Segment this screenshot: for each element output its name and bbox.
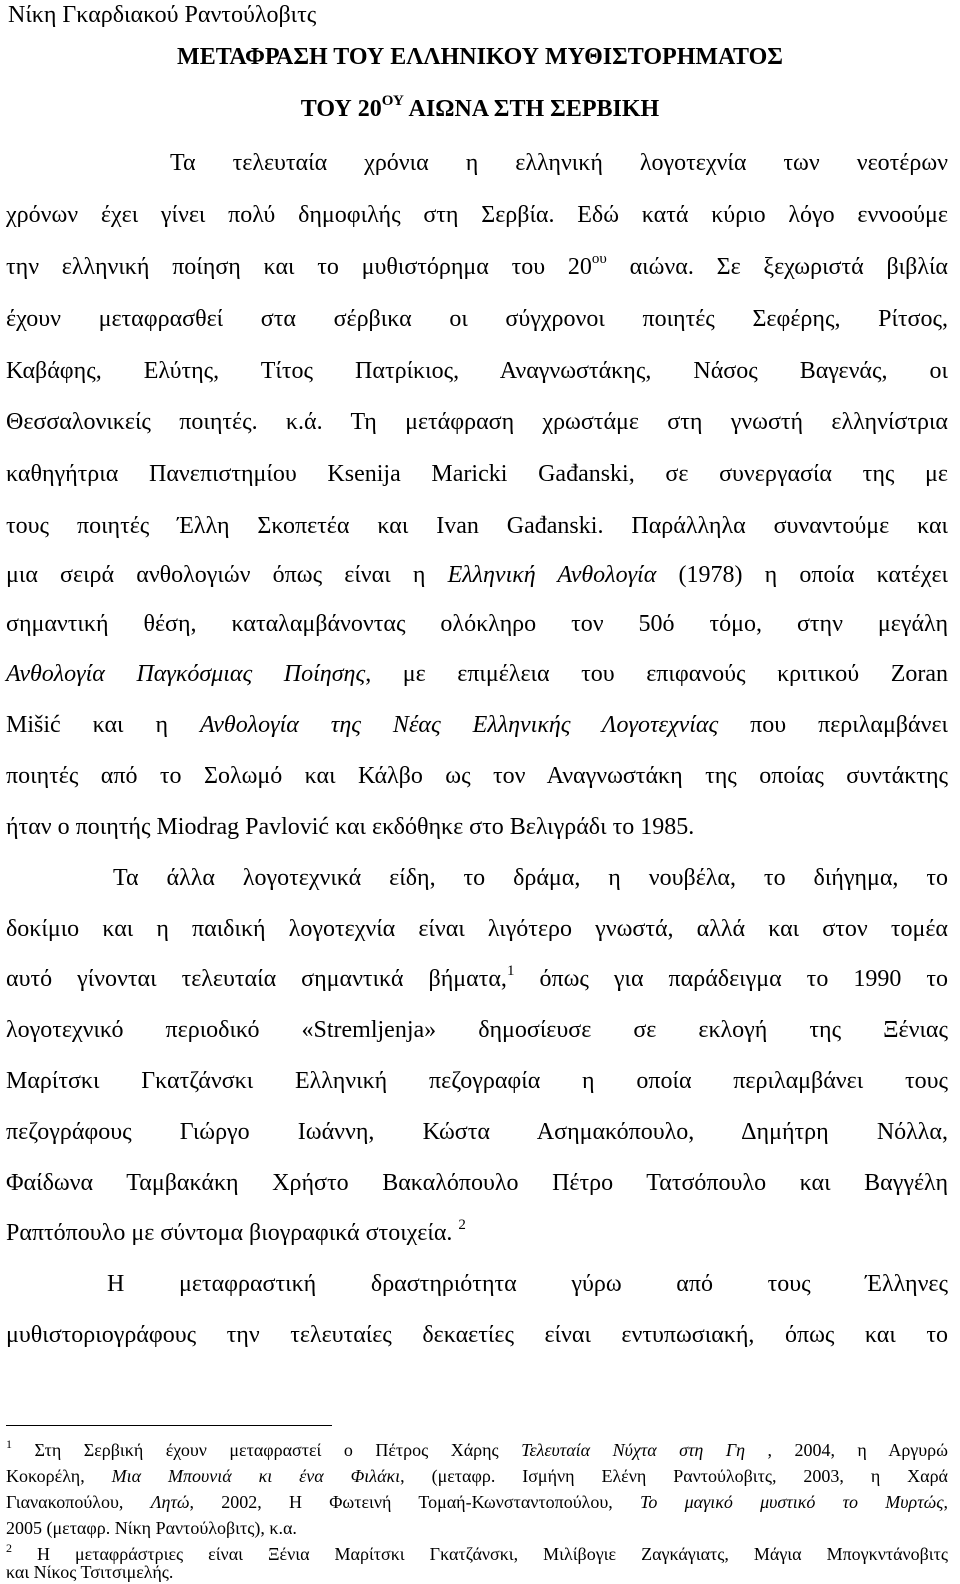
footnote-ref: 1 <box>506 963 515 979</box>
body-line: σημαντική θέση, καταλαμβάνοντας ολόκληρο τον 50ό τόμο, στην μεγάλη <box>6 611 948 637</box>
footnote-line: $^1$ Στη Σερβική έχουν μεταφραστεί ο Πέτρος Χάρης Τελευταία Νύχτα στη Γη , 2004, η Αργυρώ <box>6 1437 948 1460</box>
footnote-line: Γιανακοπούλου, Λητώ, 2002, Η Φωτεινή Τομαή-Κωνσταντοπούλου, Το μαγικό μυστικό το Μυρτώς, <box>6 1492 948 1512</box>
body-line: ήταν ο ποιητής Miodrag Pavlović και εκδόθηκε στο Βελιγράδι το 1985. <box>6 814 695 840</box>
body-line: τους ποιητές Έλλη Σκοπετέα και Ivan Gađanski. Παράλληλα συναντούμε και <box>6 513 948 539</box>
title-line-1: ΜΕΤΑΦΡΑΣΗ ΤΟΥ ΕΛΛΗΝΙΚΟΥ ΜΥΘΙΣΤΟΡΗΜΑΤΟΣ <box>177 44 783 70</box>
body-line: λογοτεχνικό περιοδικό «Stremljenja» δημοσίευσε σε εκλογή της Ξένιας <box>6 1017 948 1043</box>
book-title: Ελληνική Ανθολογία <box>447 562 657 588</box>
body-line: Θεσσαλονικείς ποιητές. κ.ά. Τη μετάφραση χρωστάμε στη γνωστή ελληνίστρια <box>6 409 948 435</box>
body-line: καθηγήτρια Πανεπιστημίου Ksenija Maricki Gađanski, σε συνεργασία της με <box>6 461 948 487</box>
body-line: Καβάφης, Ελύτης, Τίτος Πατρίκιος, Αναγνωστάκης, Νάσος Βαγενάς, οι <box>6 358 948 384</box>
body-line: Τα άλλα λογοτεχνικά είδη, το δράμα, η νουβέλα, το διήγημα, το <box>113 865 948 891</box>
footnote-line: Κοκορέλη, Μια Μπουνιά κι ένα Φιλάκι, (μεταφρ. Ισμήνη Ελένη Ραντούλοβιτς, 2003, η Χαρά <box>6 1466 948 1486</box>
body-line: Ραπτόπουλο με σύντομα βιογραφικά στοιχεία. $^2$ <box>6 1217 466 1246</box>
footnote-separator <box>6 1425 332 1426</box>
author-name: Νίκη Γκαρδιακού Ραντούλοβιτς <box>8 2 317 28</box>
body-line: Μαρίτσκι Γκατζάνσκι Ελληνική πεζογραφία η οποία περιλαμβάνει τους <box>6 1068 948 1094</box>
body-line: δοκίμιο και η παιδική λογοτεχνία είναι λιγότερο γνωστά, αλλά και στον τομέα <box>6 916 948 942</box>
body-line: πεζογράφους Γιώργο Ιωάννη, Κώστα Ασημακόπουλο, Δημήτρη Νόλλα, <box>6 1119 948 1145</box>
footnote-line: $^2$ Η μεταφράστριες είναι Ξένια Μαρίτσκι Γκατζάνσκι, Μιλίβογιε Ζαγκάγιατς, Μάγια Μπογκντάνοβιτς <box>6 1541 948 1564</box>
body-line: χρόνων έχει γίνει πολύ δημοφιλής στη Σερβία. Εδώ κατά κύριο λόγο εννοούμε <box>6 202 948 228</box>
footnote-ref: 2 <box>458 1217 466 1233</box>
footnote-line: και Νίκος Τσιτσιμελής. <box>6 1562 174 1582</box>
body-line: Η μεταφραστική δραστηριότητα γύρω από τους Έλληνες <box>107 1271 948 1297</box>
body-line: Φαίδωνα Ταμβακάκη Χρήστο Βακαλόπουλο Πέτρο Τατσόπουλο και Βαγγέλη <box>6 1170 948 1196</box>
book-title: Ανθολογία Παγκόσμιας Ποίησης <box>6 661 366 687</box>
body-line: ποιητές από το Σολωμό και Κάλβο ως τον Αναγνωστάκη της οποίας συντάκτης <box>6 763 948 789</box>
body-line: Mišić και η Ανθολογία της Νέας Ελληνικής Λογοτεχνίας που περιλαμβάνει <box>6 712 948 738</box>
body-line: μυθιστοριογράφους την τελευταίες δεκαετίες είναι εντυπωσιακή, όπως και το <box>6 1322 948 1348</box>
title-line-2: ΤΟΥ $20^{O\Upsilon}$ ΑΙΩΝΑ ΣΤΗ ΣΕΡΒΙΚΗ <box>300 93 660 122</box>
body-line: έχουν μεταφρασθεί στα σέρβικα οι σύγχρονοι ποιητές Σεφέρης, Ρίτσος, <box>6 306 948 332</box>
body-line: την ελληνική ποίηση και το μυθιστόρημα του $20^{o\upsilon}$ αιώνα. Σε ξεχωριστά βιβλία <box>6 251 948 280</box>
body-line: μια σειρά ανθολογιών όπως είναι η Ελληνική Ανθολογία (1978) η οποία κατέχει <box>6 562 949 588</box>
footnote-line: 2005 (μεταφρ. Νίκη Ραντούλοβιτς), κ.α. <box>6 1518 297 1538</box>
body-line: Ανθολογία Παγκόσμιας Ποίησης, με επιμέλεια του επιφανούς κριτικού Zoran <box>6 661 949 687</box>
book-title: Ανθολογία της Νέας Ελληνικής Λογοτεχνίας <box>199 712 719 738</box>
body-line: Τα τελευταία χρόνια η ελληνική λογοτεχνία των νεοτέρων <box>170 150 948 176</box>
body-line: αυτό γίνονται τελευταία σημαντικά βήματα,$^1$ όπως για παράδειγμα το 1990 το <box>6 963 948 992</box>
